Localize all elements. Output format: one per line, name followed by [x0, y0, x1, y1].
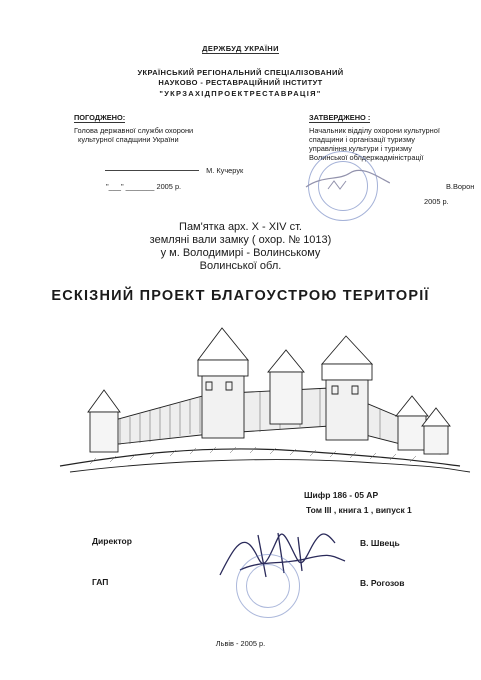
director-name: В. Швець: [360, 538, 400, 548]
approved-name-line: В.Ворон: [446, 182, 475, 191]
chief-architect-role: ГАП: [92, 577, 109, 587]
monument-line4: Волинської обл.: [199, 260, 282, 272]
project-title: ЕСКІЗНИЙ ПРОЕКТ БЛАГОУСТРОЮ ТЕРИТОРІЇ: [51, 288, 430, 304]
approved-date-line: 2005 р.: [424, 197, 449, 206]
agreed-position-line1: Голова державної служби охорони: [74, 126, 194, 135]
approved-heading: ЗАТВЕРДЖЕНО :: [309, 113, 371, 122]
chief-architect-name: В. Рогозов: [360, 578, 405, 588]
institute-name-line2: НАУКОВО - РЕСТАВРАЦІЙНИЙ ІНСТИТУТ: [158, 78, 323, 87]
monument-line1: Пам'ятка арх. Х - ХІV ст.: [179, 221, 302, 233]
director-role: Директор: [92, 536, 132, 546]
institute-name-line1: УКРАЇНСЬКИЙ РЕГІОНАЛЬНИЙ СПЕЦІАЛІЗОВАНИЙ: [137, 68, 344, 77]
project-cipher: Шифр 186 - 05 АР: [304, 490, 379, 500]
approved-position-line3: управління культури і туризму: [309, 144, 412, 153]
ministry-heading: ДЕРЖБУД УКРАЇНИ: [202, 44, 279, 53]
place-and-year: Львів - 2005 р.: [215, 639, 266, 648]
approved-position-line4: Волинської облдержадміністрації: [309, 153, 424, 162]
monument-line3: у м. Володимирі - Волинському: [160, 247, 321, 259]
agreed-position-line2: культурної спадщини України: [78, 135, 179, 144]
approved-position-line2: спадщини і організації туризму: [309, 135, 415, 144]
institute-name-line3: "УКРЗАХІДПРОЕКТРЕСТАВРАЦІЯ": [159, 89, 322, 98]
agreed-date-line: "___" _______ 2005 р.: [106, 182, 182, 191]
approved-position-line1: Начальник відділу охорони культурної: [309, 126, 440, 135]
castle-illustration: [0, 316, 481, 486]
official-stamp-lower: [230, 552, 310, 618]
agreed-name-line: М. Кучерук: [105, 166, 243, 175]
official-stamp-upper: [298, 143, 390, 225]
agreed-heading: ПОГОДЖЕНО:: [74, 113, 126, 122]
monument-line2: земляні вали замку ( охор. № 1013): [149, 234, 332, 246]
project-volume: Том ІІІ , книга 1 , випуск 1: [306, 505, 412, 515]
